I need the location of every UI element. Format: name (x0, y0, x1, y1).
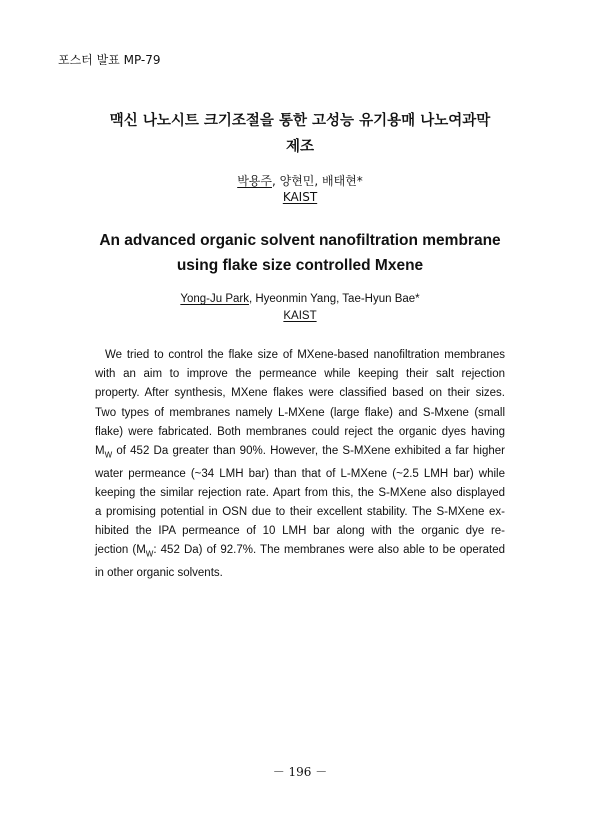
korean-title-line2: 제조 (285, 139, 314, 155)
korean-title (60, 108, 540, 160)
english-title-line2: using flake size controlled Mxene (176, 257, 424, 274)
korean-affiliation-text: KAIST (282, 190, 318, 204)
session-label: 포스터 발표 MP-79 (58, 53, 161, 67)
abstract-line: property. After synthesis, MXene flakes were classified based on their sizes. (95, 387, 505, 400)
abstract-line (95, 442, 505, 465)
korean-affiliation (0, 190, 600, 204)
mw-subscript: W (145, 549, 154, 559)
abstract-line: hibited the IPA permeance of 10 LMH bar along with the organic dye re- (95, 525, 505, 538)
abstract-line-text: of 452 Da greater than 90%. However, the S-MXene exhibited a far higher (112, 445, 505, 458)
english-title-line1: An advanced organic solvent nanofiltration membrane (99, 232, 501, 249)
korean-title-line1: 맥신 나노시트 크기조절을 통한 고성능 유기용매 나노여과막 (109, 113, 491, 129)
english-affiliation (0, 310, 600, 322)
abstract-line: with an aim to improve the permeance while keeping their salt rejection (95, 368, 505, 381)
abstract-line: keeping the similar rejection rate. Apart from this, the S-MXene also displayed (95, 486, 505, 499)
abstract-line: flake) were fabricated. Both membranes could reject the organic dyes having (95, 425, 505, 438)
page-number: － 196 － (272, 765, 328, 779)
english-title (60, 228, 540, 278)
mw-subscript: W (104, 450, 113, 460)
mw-symbol: M (95, 445, 105, 458)
abstract-line: Two types of membranes namely L-MXene (large flake) and S-Mxene (small (95, 406, 505, 419)
abstract-line (95, 541, 505, 564)
korean-coauthors: , 양현민, 배태현* (271, 174, 363, 188)
korean-presenter: 박용주 (237, 174, 272, 188)
abstract (95, 346, 505, 583)
abstract-line: water permeance (~34 LMH bar) than that of L-MXene (~2.5 LMH bar) while (95, 467, 505, 480)
english-affiliation-text: KAIST (283, 310, 317, 322)
abstract-line-text: : 452 Da) of 92.7%. The membranes were also able to be operated (153, 544, 505, 557)
korean-authors (0, 172, 600, 190)
abstract-line: in other organic solvents. (95, 566, 223, 579)
abstract-line: a promising potential in OSN due to their excellent stability. The S-MXene ex- (95, 505, 505, 518)
english-presenter: Yong-Ju Park (180, 293, 249, 305)
abstract-line: We tried to control the flake size of MXene-based nanofiltration membranes (105, 349, 505, 361)
english-authors (0, 293, 600, 305)
abstract-line-text: jection (M (95, 544, 146, 557)
english-coauthors: , Hyeonmin Yang, Tae-Hyun Bae* (248, 293, 420, 305)
